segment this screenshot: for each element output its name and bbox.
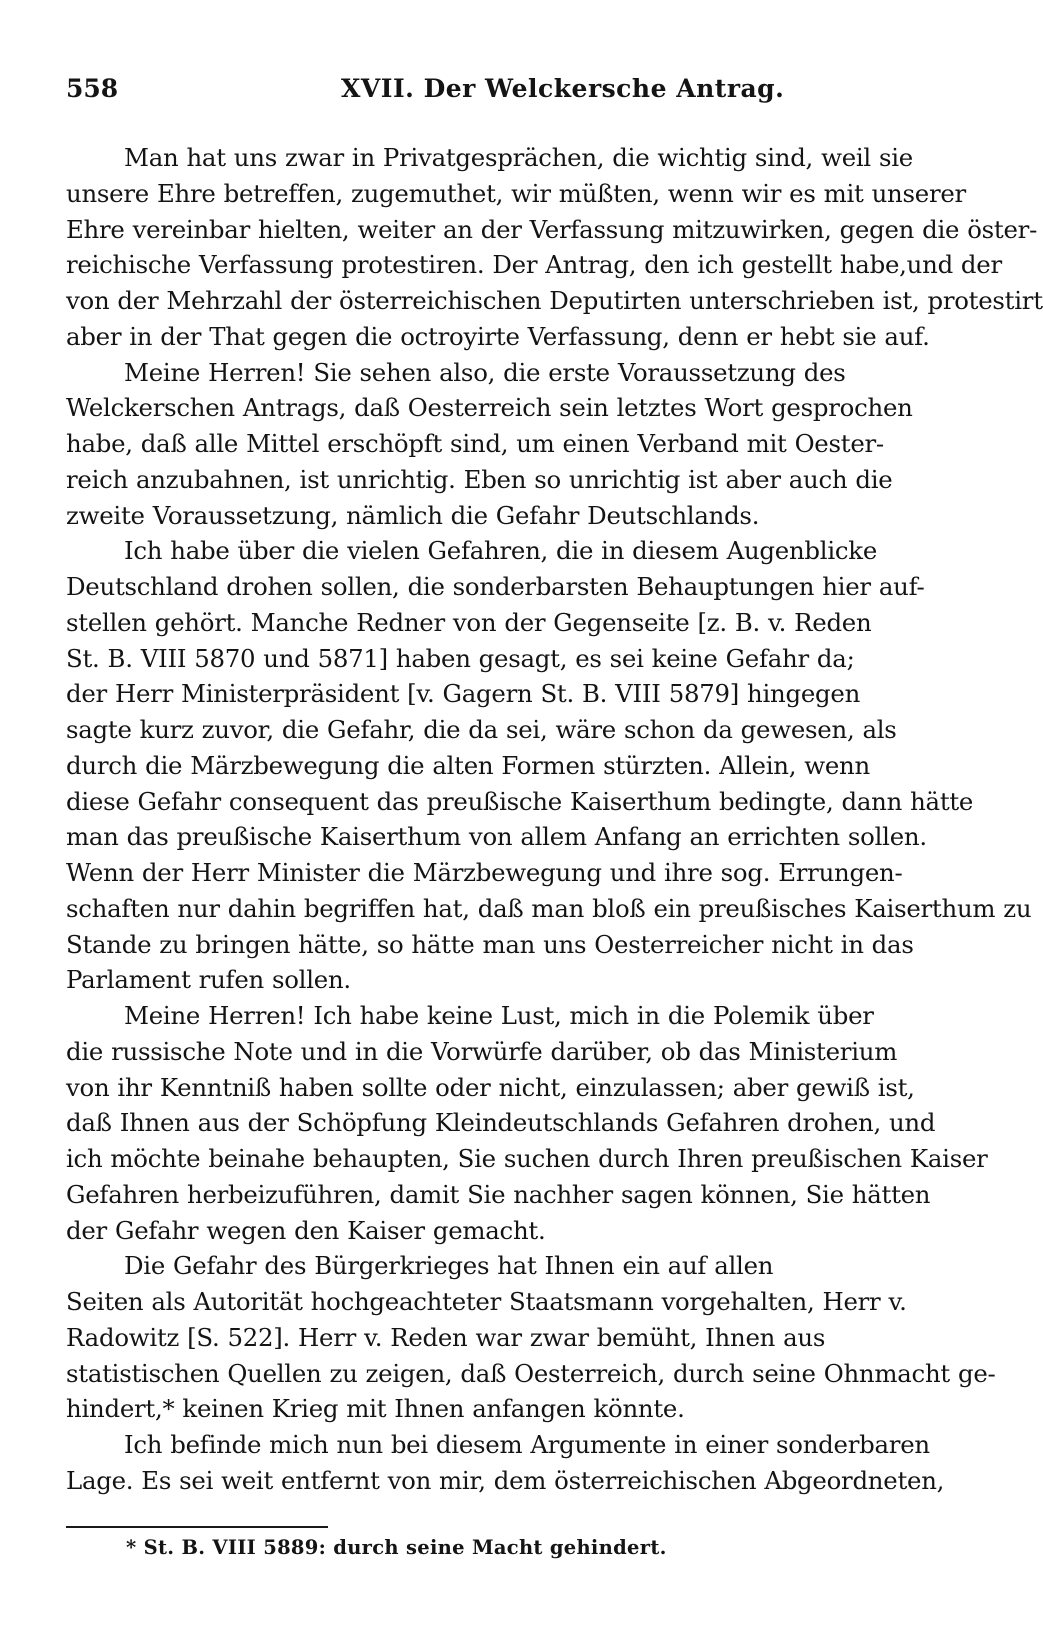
text-line: Die Gefahr des Bürgerkrieges hat Ihnen ein auf allen [124,1251,774,1281]
text-line: aber in der That gegen die octroyirte Verfassung, denn er hebt sie auf. [66,321,930,351]
page-number: 558 [66,74,119,103]
text-line: Meine Herren! Sie sehen also, die erste Voraussetzung des [124,357,846,387]
text-line: Deutschland drohen sollen, die sonderbarsten Behauptungen hier auf- [66,572,925,601]
text-line: Welckerschen Antrags, daß Oesterreich sein letztes Wort gesprochen [66,393,913,423]
text-line: Wenn der Herr Minister die Märzbewegung und ihre sog. Errungen- [66,858,903,887]
text-line: Ich habe über die vielen Gefahren, die in diesem Augenblicke [124,536,878,566]
page-header [66,74,936,114]
text-line: von ihr Kenntniß haben sollte oder nicht, einzulassen; aber gewiß ist, [66,1072,915,1102]
text-line: statistischen Quellen zu zeigen, daß Oesterreich, durch seine Ohnmacht ge- [66,1358,996,1388]
text-line: St. B. VIII 5870 und 5871] haben gesagt, es sei keine Gefahr da; [66,643,855,673]
text-line: Stande zu bringen hätte, so hätte man uns Oesterreicher nicht in das [66,929,914,959]
text-line: von der Mehrzahl der österreichischen Deputirten unterschrieben ist, protestirt [66,286,1043,315]
text-line: die russische Note und in die Vorwürfe darüber, ob das Ministerium [66,1036,898,1066]
text-line: zweite Voraussetzung, nämlich die Gefahr Deutschlands. [66,500,760,530]
text-line: Gefahren herbeizuführen, damit Sie nachher sagen können, Sie hätten [66,1179,931,1209]
footnote-divider [66,1526,328,1528]
body-text [66,140,1043,1499]
text-line: Seiten als Autorität hochgeachteter Staatsmann vorgehalten, Herr v. [66,1287,907,1316]
text-line: unsere Ehre betreffen, zugemuthet, wir müßten, wenn wir es mit unserer [66,178,966,208]
text-line: Man hat uns zwar in Privatgesprächen, die wichtig sind, weil sie [124,143,913,172]
text-line: reich anzubahnen, ist unrichtig. Eben so unrichtig ist aber auch die [66,464,893,494]
footnote: * St. B. VIII 5889: durch seine Macht gehindert. [126,1536,667,1559]
text-line: Ehre vereinbar hielten, weiter an der Verfassung mitzuwirken, gegen die öster- [66,214,1038,244]
text-line: stellen gehört. Manche Redner von der Gegenseite [z. B. v. Reden [66,607,872,637]
text-line: der Herr Ministerpräsident [v. Gagern St. B. VIII 5879] hingegen [66,679,861,709]
text-line: Ich befinde mich nun bei diesem Argumente in einer sonderbaren [124,1430,930,1459]
text-line: Parlament rufen sollen. [66,965,351,995]
text-line: der Gefahr wegen den Kaiser gemacht. [66,1215,546,1245]
text-line: habe, daß alle Mittel erschöpft sind, um einen Verband mit Oester- [66,429,884,458]
text-line: man das preußische Kaiserthum von allem Anfang an errichten sollen. [66,822,927,852]
text-line: Meine Herren! Ich habe keine Lust, mich in die Polemik über [124,1001,874,1030]
text-line: sagte kurz zuvor, die Gefahr, die da sei, wäre schon da gewesen, als [66,715,897,744]
text-line: schaften nur dahin begriffen hat, daß man bloß ein preußisches Kaiserthum zu [66,893,1032,923]
text-line: Lage. Es sei weit entfernt von mir, dem österreichischen Abgeordneten, [66,1465,945,1495]
text-line: Radowitz [S. 522]. Herr v. Reden war zwar bemüht, Ihnen aus [66,1322,826,1352]
text-line: diese Gefahr consequent das preußische Kaiserthum bedingte, dann hätte [66,786,974,816]
running-head: XVII. Der Welckersche Antrag. [341,74,785,103]
text-line: daß Ihnen aus der Schöpfung Kleindeutschlands Gefahren drohen, und [66,1108,936,1138]
text-line: hindert,* keinen Krieg mit Ihnen anfangen könnte. [66,1394,685,1424]
text-line: ich möchte beinahe behaupten, Sie suchen durch Ihren preußischen Kaiser [66,1144,988,1173]
text-line: durch die Märzbewegung die alten Formen stürzten. Allein, wenn [66,750,870,780]
text-line: reichische Verfassung protestiren. Der Antrag, den ich gestellt habe,und der [66,250,1002,280]
